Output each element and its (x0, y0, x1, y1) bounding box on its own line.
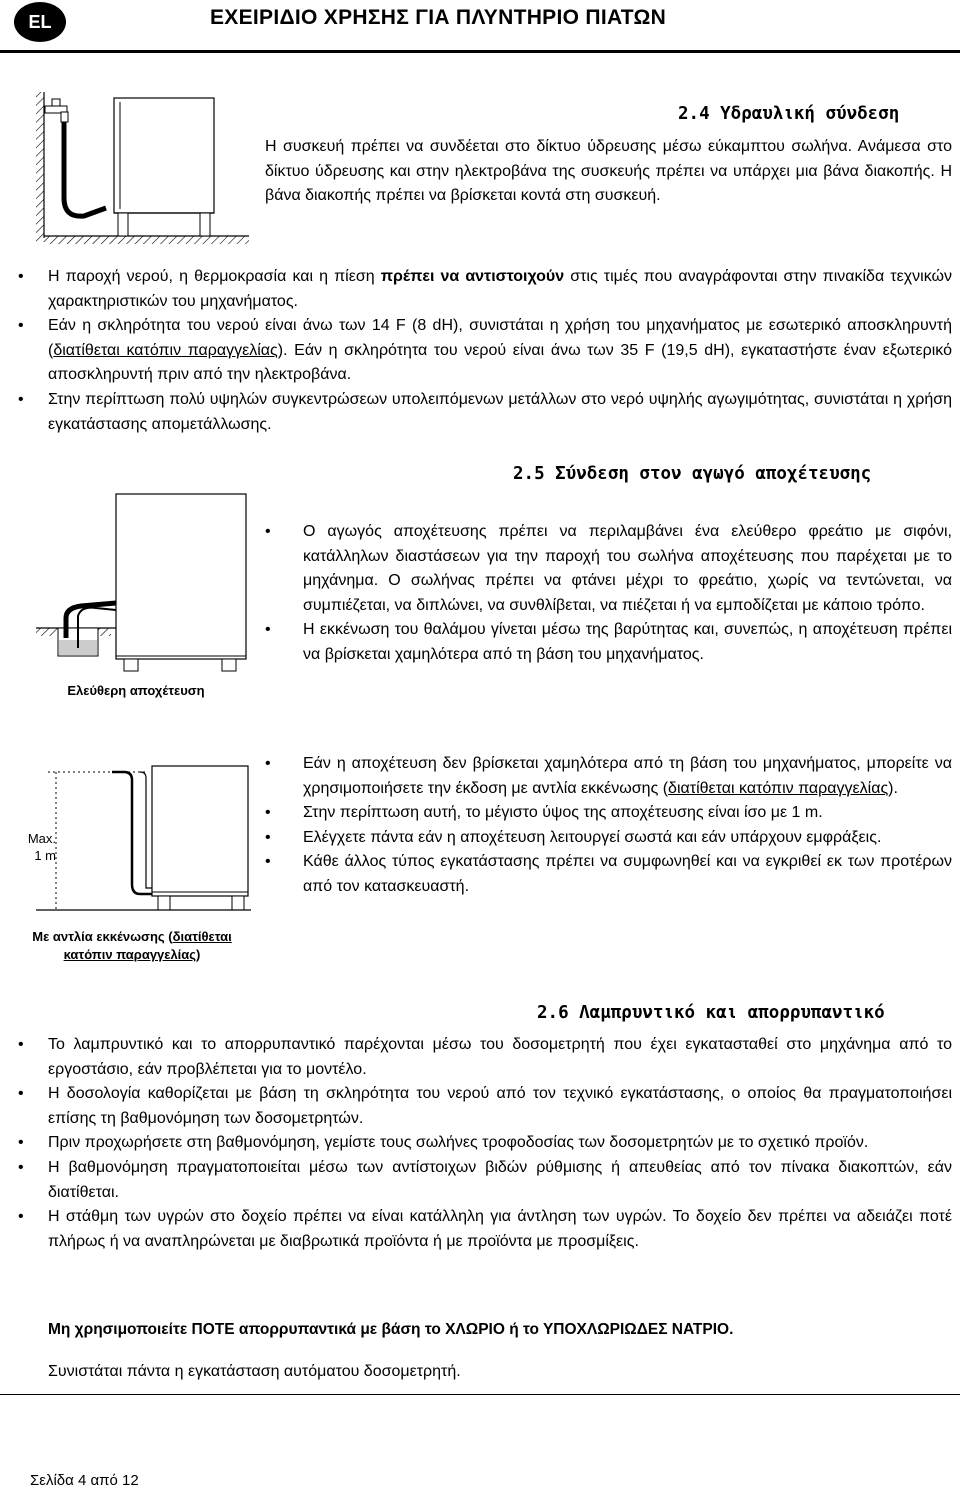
text-span: Η παροχή νερού, η θερμοκρασία και η πίεση (48, 268, 381, 285)
list-item (8, 265, 952, 314)
caption-free-drain: Ελεύθερη αποχέτευση (67, 683, 205, 698)
underlined-text: διατίθεται κατόπιν παραγγελίας (668, 779, 889, 797)
list-item: • Ελέγχετε πάντα εάν η αποχέτευση λειτουργεί σωστά και εάν υπάρχουν εμφράξεις. (265, 826, 952, 851)
free-drain-diagram (36, 488, 251, 673)
underlined-text: κατόπιν παραγγελίας (63, 947, 197, 962)
list-item: • Ο αγωγός αποχέτευσης πρέπει να περιλαμβάνει ένα ελεύθερο φρεάτιο με σιφόνι, κατάλληλων διαστάσεων για την παροχή του σωλήνα αποχέτευσης που παρέχεται με το μηχάνημα. Ο σωλήνας πρέπει να φτάνει μέχρι το φρεάτιο, χωρίς να τεντώνεται, να συμπιέζεται, να διπλώνει, να συνθλίβεται, να πιέζεται ή να εμποδίζεται με κάποιο τρόπο. (265, 520, 952, 618)
list-item: • Η βαθμονόμηση πραγματοποιείται μέσω των αντίστοιχων βιδών ρύθμισης ή απευθείας από τον πίνακα διακοπτών, εάν διατίθεται. (8, 1156, 952, 1205)
text-span: ). Εάν η σκληρότητα του νερού είναι άνω των 35 F (19,5 dH), εγκαταστήστε έναν εξωτερικό αποσκληρυντή πριν από την ηλεκτροβάνα. (48, 341, 952, 384)
section-2-5-list-a (265, 520, 952, 668)
max-height-label (18, 830, 56, 864)
section-2-5-heading: 2.5 Σύνδεση στον αγωγό αποχέτευσης (513, 464, 872, 484)
list-item: • Η στάθμη των υγρών στο δοχείο πρέπει να είναι κατάλληλη για άντληση των υγρών. Το δοχείο δεν πρέπει να αδειάζει ποτέ πλήρως ή να αναπληρώνεται με διαβρωτικά προϊόντα ή με προϊόντα με προσμίξεις. (8, 1205, 952, 1254)
caption-pump-drain (14, 928, 250, 964)
text-span: ) (196, 947, 201, 962)
footer-divider (0, 1394, 960, 1395)
list-item: • Η εκκένωση του θαλάμου γίνεται μέσω της βαρύτητας και, συνεπώς, η αποχέτευση πρέπει να βρίσκεται χαμηλότερα από τη βάση του μηχανήματος. (265, 618, 952, 667)
page-number: Σελίδα 4 από 12 (30, 1472, 139, 1489)
max-label-line: Max. (27, 831, 56, 846)
list-item: • Πριν προχωρήσετε στη βαθμονόμηση, γεμίστε τους σωλήνες τροφοδοσίας των δοσομετρητών με το σχετικό προϊόν. (8, 1131, 952, 1156)
text-span: Εάν η αποχέτευση δεν βρίσκεται χαμηλότερα από τη βάση του μηχανήματος, μπορείτε να χρησιμοποιήσετε την έκδοση με αντλία εκκένωσης ( (303, 755, 952, 797)
list-item: • Στην περίπτωση πολύ υψηλών συγκεντρώσεων υπολειπόμενων μετάλλων στο νερό υψηλής αγωγιμότητας, συνιστάται η χρήση εγκατάστασης απομετάλλωσης. (8, 388, 952, 437)
list-item (8, 314, 952, 388)
section-2-4-heading: 2.4 Υδραυλική σύνδεση (678, 104, 900, 124)
list-item: • Το λαμπρυντικό και το απορρυπαντικό παρέχονται μέσω του δοσομετρητή που έχει εγκατασταθεί στο μηχάνημα από το εργοστάσιο, εάν προβλέπεται για το μοντέλο. (8, 1033, 952, 1082)
text-span: Με αντλία εκκένωσης ( (32, 929, 173, 944)
text-span: στις τιμές που αναγράφονται στην πινακίδα τεχνικών χαρακτηριστικών του μηχανήματος. (48, 268, 953, 310)
section-2-6-list (8, 1033, 952, 1254)
section-2-4-intro: Η συσκευή πρέπει να συνδέεται στο δίκτυο ύδρευσης μέσω εύκαμπτου σωλήνα. Ανάμεσα στο δίκτυο ύδρευσης και στην ηλεκτροβάνα της συσκευής πρέπει να υπάρχει μια βάνα διακοπής. Η βάνα διακοπής πρέπει να βρίσκεται κοντά στη συσκευή. (265, 138, 952, 205)
list-item: • Στην περίπτωση αυτή, το μέγιστο ύψος της αποχέτευσης είναι ίσο με 1 m. (265, 801, 952, 826)
section-2-5-list-b (265, 752, 952, 900)
emphasis-text: πρέπει να αντιστοιχούν (380, 268, 565, 285)
water-connection-diagram (36, 88, 251, 248)
list-item: • Η δοσολογία καθορίζεται με βάση τη σκληρότητα του νερού από τον τεχνικό εγκατάστασης, ο οποίος θα πραγματοποιήσει επίσης τη βαθμονόμηση των δοσομετρητών. (8, 1082, 952, 1131)
list-item (265, 752, 952, 801)
language-badge: EL (14, 2, 66, 42)
underlined-text: διατίθεται κατόπιν παραγγελίας (53, 341, 278, 359)
dispenser-note: Συνιστάται πάντα η εγκατάσταση αυτόματου δοσομετρητή. (48, 1363, 461, 1380)
document-title: ΕΧΕΙΡΙΔΙΟ ΧΡΗΣΗΣ ΓΙΑ ΠΛΥΝΤΗΡΙΟ ΠΙΑΤΩΝ (210, 6, 667, 29)
section-2-6-heading: 2.6 Λαμπρυντικό και απορρυπαντικό (537, 1003, 885, 1023)
chlorine-warning: Μη χρησιμοποιείτε ΠΟΤΕ απορρυπαντικά με βάση το ΧΛΩΡΙΟ ή το ΥΠΟΧΛΩΡΙΩΔΕΣ ΝΑΤΡΙΟ. (48, 1321, 734, 1338)
pump-drain-diagram (36, 760, 251, 920)
underlined-text: διατίθεται (172, 929, 232, 944)
section-2-4-list (8, 265, 952, 437)
list-item: • Κάθε άλλος τύπος εγκατάστασης πρέπει να συμφωνηθεί και να εγκριθεί εκ των προτέρων από τον κατασκευαστή. (265, 850, 952, 899)
text-span: ). (888, 779, 898, 797)
text-span: Εάν η σκληρότητα του νερού είναι άνω των 14 F (8 dH), συνιστάται η χρήση του μηχανήματος με εσωτερικό αποσκληρυντή ( (48, 317, 952, 359)
max-label-line: 1 m (34, 848, 56, 863)
header-divider (0, 50, 960, 53)
